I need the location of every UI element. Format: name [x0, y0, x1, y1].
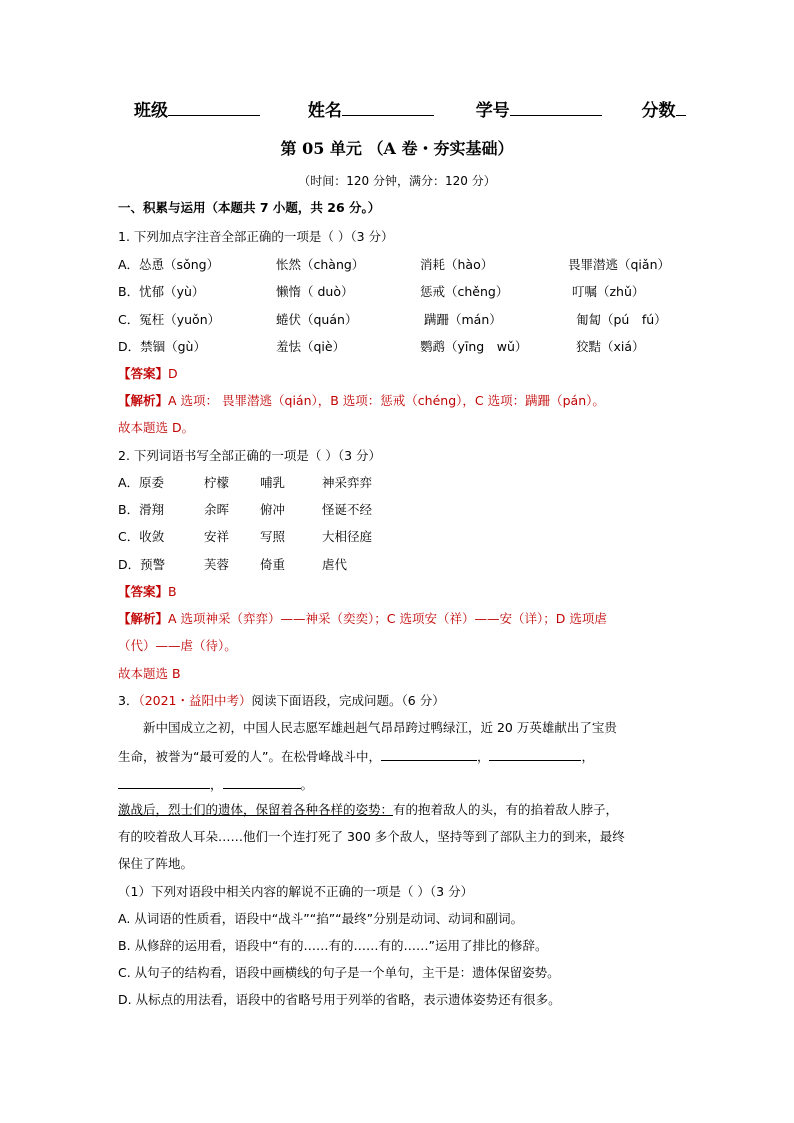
answer-value: D — [168, 366, 178, 381]
q1-opt-d1: D．禁锢（gù） — [118, 339, 206, 354]
q1-opt-c2: 蜷伏（quán） — [276, 312, 358, 327]
q2-opt-a3: 哺乳 — [260, 475, 286, 490]
q2-stem: 2. 下列词语书写全部正确的一项是（ ）（3 分） — [118, 448, 382, 463]
header-fields — [134, 96, 686, 121]
period: 。 — [300, 777, 314, 792]
q1-opt-a3: 消耗（hào） — [420, 257, 494, 272]
q1-opt-c1: C．冤枉（yuǒn） — [118, 312, 221, 327]
q1-opt-b3: 惩戒（chěng） — [420, 284, 509, 299]
q3-source: （2021・益阳中考） — [138, 693, 252, 708]
q1-conclusion: 故本题选 D。 — [118, 420, 195, 435]
q3-sub1-opt-c: C. 从句子的结构看，语段中画横线的句子是一个单句，主干是：遗体保留姿势。 — [118, 965, 560, 980]
q2-opt-b1: B．滑翔 — [118, 502, 165, 517]
q3-sub1-stem: （1）下列对语段中相关内容的解说不正确的一项是（ ）（3 分） — [118, 884, 474, 899]
q3-number: 3． — [118, 693, 139, 708]
id-label: 学号 — [475, 101, 510, 121]
q1-opt-a1: A．怂恿（sǒng） — [118, 257, 220, 272]
q2-opt-a1: A．原委 — [118, 475, 165, 490]
analysis-tag: 【解析】 — [118, 393, 169, 408]
comma: ， — [476, 749, 490, 764]
q2-opt-b2: 余晖 — [204, 502, 230, 517]
page-subtitle: （时间：120 分钟，满分：120 分） — [298, 174, 496, 188]
q2-conclusion: 故本题选 B — [118, 666, 181, 681]
answer-value: B — [168, 584, 177, 599]
q2-answer — [118, 582, 177, 600]
fill-blank-4[interactable] — [223, 773, 301, 789]
page-title: 第 05 单元 （A 卷・夯实基础） — [280, 139, 514, 158]
class-blank[interactable] — [168, 100, 260, 116]
fill-blank-1[interactable] — [381, 745, 477, 761]
q1-answer — [118, 364, 178, 382]
answer-tag: 【答案】 — [118, 584, 169, 599]
q3-stem — [118, 691, 445, 709]
q3-para2-line1 — [118, 800, 618, 818]
section-heading: 一、积累与运用（本题共 7 小题，共 26 分。） — [118, 200, 381, 215]
q3-para2-line3: 保住了阵地。 — [118, 856, 194, 871]
q3-sub1-opt-a: A. 从词语的性质看，语段中“战斗”“掐”“最终”分别是动词、动词和副词。 — [118, 911, 524, 926]
q1-analysis — [118, 391, 605, 409]
q3-sub1-opt-b: B. 从修辞的运用看，语段中“有的……有的……有的……”运用了排比的修辞。 — [118, 938, 548, 953]
score-label: 分数 — [641, 101, 676, 121]
q1-stem: 1. 下列加点字注音全部正确的一项是（ ）（3 分） — [118, 229, 394, 244]
q1-opt-b4: 叮嘱（zhǔ） — [572, 284, 645, 299]
fill-blank-3[interactable] — [118, 773, 210, 789]
q2-opt-c1: C．收敛 — [118, 529, 165, 544]
q1-opt-d3: 鹦鹉（yīng wǔ） — [420, 339, 528, 354]
q3-stem-text: 阅读下面语段，完成问题。（6 分） — [251, 693, 445, 708]
q2-opt-d3: 倚重 — [260, 557, 286, 572]
q1-opt-d2: 羞怯（qiè） — [276, 339, 346, 354]
name-blank[interactable] — [342, 100, 434, 116]
q2-analysis-cont: （代）——虐（待）。 — [118, 638, 237, 653]
q2-opt-c4: 大相径庭 — [322, 529, 373, 544]
q1-opt-a2: 怅然（chàng） — [276, 257, 365, 272]
answer-tag: 【答案】 — [118, 366, 169, 381]
name-label: 姓名 — [307, 101, 342, 121]
q1-opt-c3: 蹒跚（mán） — [424, 312, 502, 327]
q1-opt-b2: 懒惰（ duò） — [276, 284, 354, 299]
q2-opt-d1: D．预警 — [118, 557, 166, 572]
q3-sub1-opt-d: D. 从标点的用法看，语段中的省略号用于列举的省略，表示遗体姿势还有很多。 — [118, 992, 561, 1007]
q3-para2-line2: 有的咬着敌人耳朵……他们一个连打死了 300 多个敌人，坚持等到了部队主力的到来，最终 — [118, 829, 625, 844]
comma: ， — [581, 749, 594, 764]
q2-opt-b3: 俯冲 — [260, 502, 286, 517]
q2-opt-a4: 神采弈弈 — [322, 475, 373, 490]
q3-para1-text: 生命，被誉为“最可爱的人”。在松骨峰战斗中， — [118, 749, 381, 764]
q2-opt-c3: 写照 — [260, 529, 286, 544]
analysis-text: A 选项神采（弈弈）——神采（奕奕）；C 选项安（祥）——安（详）；D 选项虐 — [168, 611, 607, 626]
q2-opt-c2: 安祥 — [204, 529, 230, 544]
score-blank[interactable] — [676, 100, 686, 116]
q3-para2-text: 有的抱着敌人的头，有的掐着敌人脖子， — [393, 802, 619, 817]
underlined-sentence: 激战后，烈士们的遗体，保留着各种各样的姿势： — [118, 802, 394, 817]
q1-opt-b1: B．忧郁（yù） — [118, 284, 205, 299]
q2-opt-a2: 柠檬 — [204, 475, 230, 490]
q3-para1-line3 — [118, 773, 313, 793]
id-blank[interactable] — [510, 100, 602, 116]
q2-analysis — [118, 609, 607, 627]
q1-opt-d4: 狡黠（xiá） — [576, 339, 645, 354]
q3-para1-line2 — [118, 745, 594, 765]
q2-opt-d4: 虐代 — [322, 557, 348, 572]
analysis-text: A 选项： 畏罪潜逃（qián），B 选项：惩戒（chéng），C 选项：蹒跚（pán）。 — [168, 393, 605, 408]
comma: ， — [210, 777, 223, 792]
q3-para1-line1: 新中国成立之初，中国人民志愿军雄赳赳气昂昂跨过鸭绿江，近 20 万英雄献出了宝贵 — [143, 720, 617, 735]
q2-opt-b4: 怪诞不经 — [322, 502, 373, 517]
analysis-tag: 【解析】 — [118, 611, 169, 626]
class-label: 班级 — [134, 101, 168, 121]
q1-opt-c4: 匍匐（pú fú） — [576, 312, 667, 327]
fill-blank-2[interactable] — [489, 745, 581, 761]
q1-opt-a4: 畏罪潜逃（qiǎn） — [568, 257, 670, 272]
q2-opt-d2: 芙蓉 — [204, 557, 230, 572]
